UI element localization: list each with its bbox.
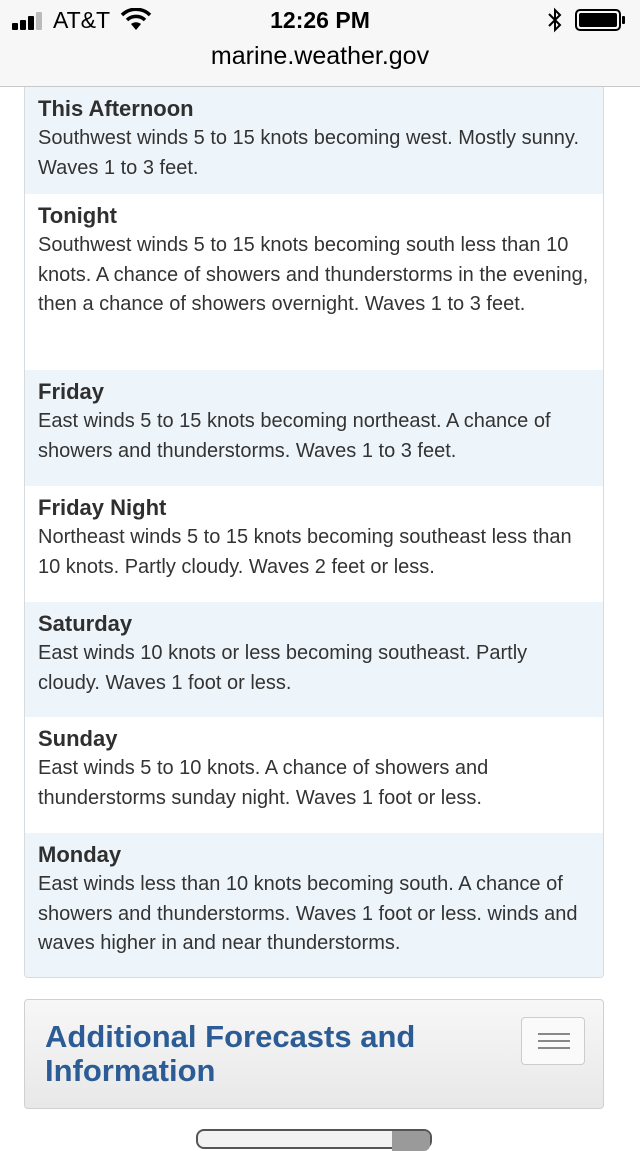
- forecast-text: East winds 5 to 10 knots. A chance of showers and thunderstorms sunday night. Waves 1 foot or less.: [38, 757, 489, 809]
- forecast-text: East winds 10 knots or less becoming southeast. Partly cloudy. Waves 1 foot or less.: [38, 642, 528, 694]
- forecast-period: Friday: [38, 379, 105, 404]
- forecast-row: [25, 370, 603, 486]
- additional-forecasts-title[interactable]: Additional Forecasts and Information: [45, 1019, 416, 1088]
- forecast-row: [25, 602, 603, 717]
- forecast-text: East winds 5 to 15 knots becoming northeast. A chance of showers and thunderstorms. Waves 1 to 3 feet.: [38, 410, 551, 462]
- bluetooth-icon: [546, 7, 564, 33]
- hamburger-menu-icon: [538, 1047, 570, 1049]
- forecast-row: [25, 833, 603, 977]
- forecast-panel: [24, 60, 604, 978]
- clock: 12:26 PM: [270, 7, 370, 33]
- dropdown-select[interactable]: [196, 1129, 432, 1149]
- forecast-row: [25, 717, 603, 833]
- forecast-period: This Afternoon: [38, 96, 194, 121]
- forecast-period: Saturday: [38, 611, 133, 636]
- forecast-period: Tonight: [38, 203, 117, 228]
- hamburger-menu-icon: [538, 1033, 570, 1035]
- carrier-name: AT&T: [53, 7, 111, 33]
- hamburger-menu-icon: [538, 1040, 570, 1042]
- status-bar: [0, 0, 640, 40]
- browser-header: [0, 0, 640, 87]
- forecast-row: [25, 486, 603, 602]
- wifi-icon: [120, 8, 152, 32]
- hamburger-menu-button[interactable]: [521, 1017, 585, 1065]
- forecast-text: East winds less than 10 knots becoming south. A chance of showers and thunderstorms. Waves 1 foot or less. winds and waves higher in and near thunderstorms.: [38, 873, 578, 954]
- additional-forecasts-panel: [24, 999, 604, 1109]
- forecast-row: [25, 194, 603, 370]
- signal-icon: [12, 10, 50, 30]
- forecast-period: Sunday: [38, 726, 118, 751]
- select-arrow: [392, 1131, 430, 1151]
- forecast-text: Southwest winds 5 to 15 knots becoming south less than 10 knots. A chance of showers and thunderstorms in the evening, then a chance of showers overnight. Waves 1 to 3 feet.: [38, 234, 589, 315]
- forecast-text: Northeast winds 5 to 15 knots becoming southeast less than 10 knots. Partly cloudy. Waves 2 feet or less.: [38, 526, 572, 578]
- address-bar-url[interactable]: marine.weather.gov: [210, 42, 430, 70]
- forecast-text: Southwest winds 5 to 15 knots becoming west. Mostly sunny. Waves 1 to 3 feet.: [38, 127, 580, 179]
- forecast-period: Monday: [38, 842, 122, 867]
- forecast-period: Friday Night: [38, 495, 167, 520]
- battery-icon: [575, 9, 627, 31]
